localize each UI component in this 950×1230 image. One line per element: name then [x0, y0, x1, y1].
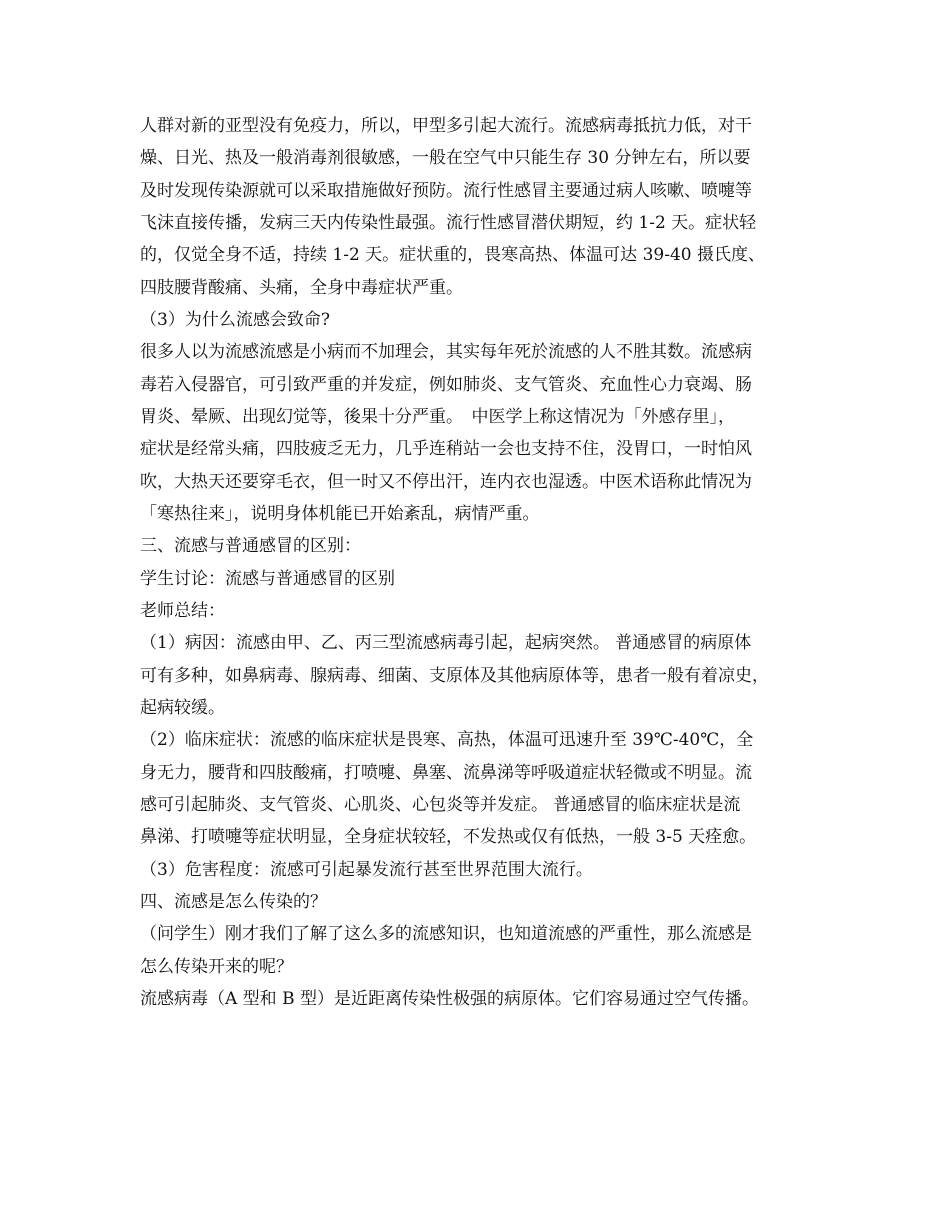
text-line: 「寒热往来」，说明身体机能已开始紊乱，病情严重。 [140, 503, 540, 524]
text-line: 学生讨论：流感与普通感冒的区别 [140, 568, 395, 589]
document-body [140, 110, 820, 1015]
text-line: 吹，大热天还要穿毛衣，但一时又不停出汗，连内衣也湿透。中医术语称此情况为 [140, 471, 752, 492]
text-line: 鼻涕、打喷嚏等症状明显，全身症状较轻，不发热或仅有低热，一般 3-5 天痊愈。 [140, 827, 757, 848]
text-line: 老师总结： [140, 600, 225, 621]
text-line: 燥、日光、热及一般消毒剂很敏感，一般在空气中只能生存 30 分钟左右，所以要 [140, 148, 751, 169]
text-line: 流感病毒（A 型和 B 型）是近距离传染性极强的病原体。它们容易通过空气传播。 [140, 988, 759, 1009]
text-line: 感可引起肺炎、支气管炎、心肌炎、心包炎等并发症。 普通感冒的临床症状是流 [140, 794, 741, 815]
text-line: 怎么传染开来的呢？ [140, 956, 293, 977]
text-line: 及时发现传染源就可以采取措施做好预防。流行性感冒主要通过病人咳嗽、喷嚏等 [140, 180, 752, 201]
text-line: （3）危害程度：流感可引起暴发流行甚至世界范围大流行。 [140, 859, 593, 880]
text-line: 毒若入侵器官，可引致严重的并发症，例如肺炎、支气管炎、充血性心力衰竭、肠 [140, 374, 752, 395]
text-line: 人群对新的亚型没有免疫力，所以，甲型多引起大流行。流感病毒抵抗力低，对干 [140, 116, 752, 136]
text-line: 胃炎、晕厥、出现幻觉等，後果十分严重。 中医学上称这情况为「外感存里」， [140, 406, 735, 427]
text-line: 的，仅觉全身不适，持续 1-2 天。症状重的，畏寒高热、体温可达 39-40 摄氏度、 [140, 245, 765, 266]
text-line: 飞沫直接传播，发病三天内传染性最强。流行性感冒潜伏期短，约 1-2 天。症状轻 [140, 212, 757, 233]
text-line: （问学生）刚才我们了解了这么多的流感知识，也知道流感的严重性，那么流感是 [140, 924, 752, 945]
text-line: 身无力，腰背和四肢酸痛，打喷嚏、鼻塞、流鼻涕等呼吸道症状轻微或不明显。流 [140, 762, 752, 783]
section-heading: （3）为什么流感会致命? [140, 309, 330, 330]
text-line: 起病较缓。 [140, 697, 225, 718]
section-heading: 四、流感是怎么传染的？ [140, 891, 327, 912]
text-line: （2）临床症状：流感的临床症状是畏寒、高热，体温可迅速升至 39℃-40℃，全 [140, 730, 754, 751]
text-line: （1）病因：流感由甲、乙、丙三型流感病毒引起，起病突然。 普通感冒的病原体 [140, 633, 752, 654]
section-heading: 三、流感与普通感冒的区别： [140, 536, 361, 557]
text-line: 症状是经常头痛，四肢疲乏无力，几乎连稍站一会也支持不住，没胃口，一时怕风 [140, 439, 752, 460]
text-line: 很多人以为流感流感是小病而不加理会，其实每年死於流感的人不胜其数。流感病 [140, 342, 752, 363]
text-line: 四肢腰背酸痛、头痛，全身中毒症状严重。 [140, 277, 463, 298]
text-line: 可有多种，如鼻病毒、腺病毒、细菌、支原体及其他病原体等，患者一般有着凉史， [140, 665, 769, 686]
